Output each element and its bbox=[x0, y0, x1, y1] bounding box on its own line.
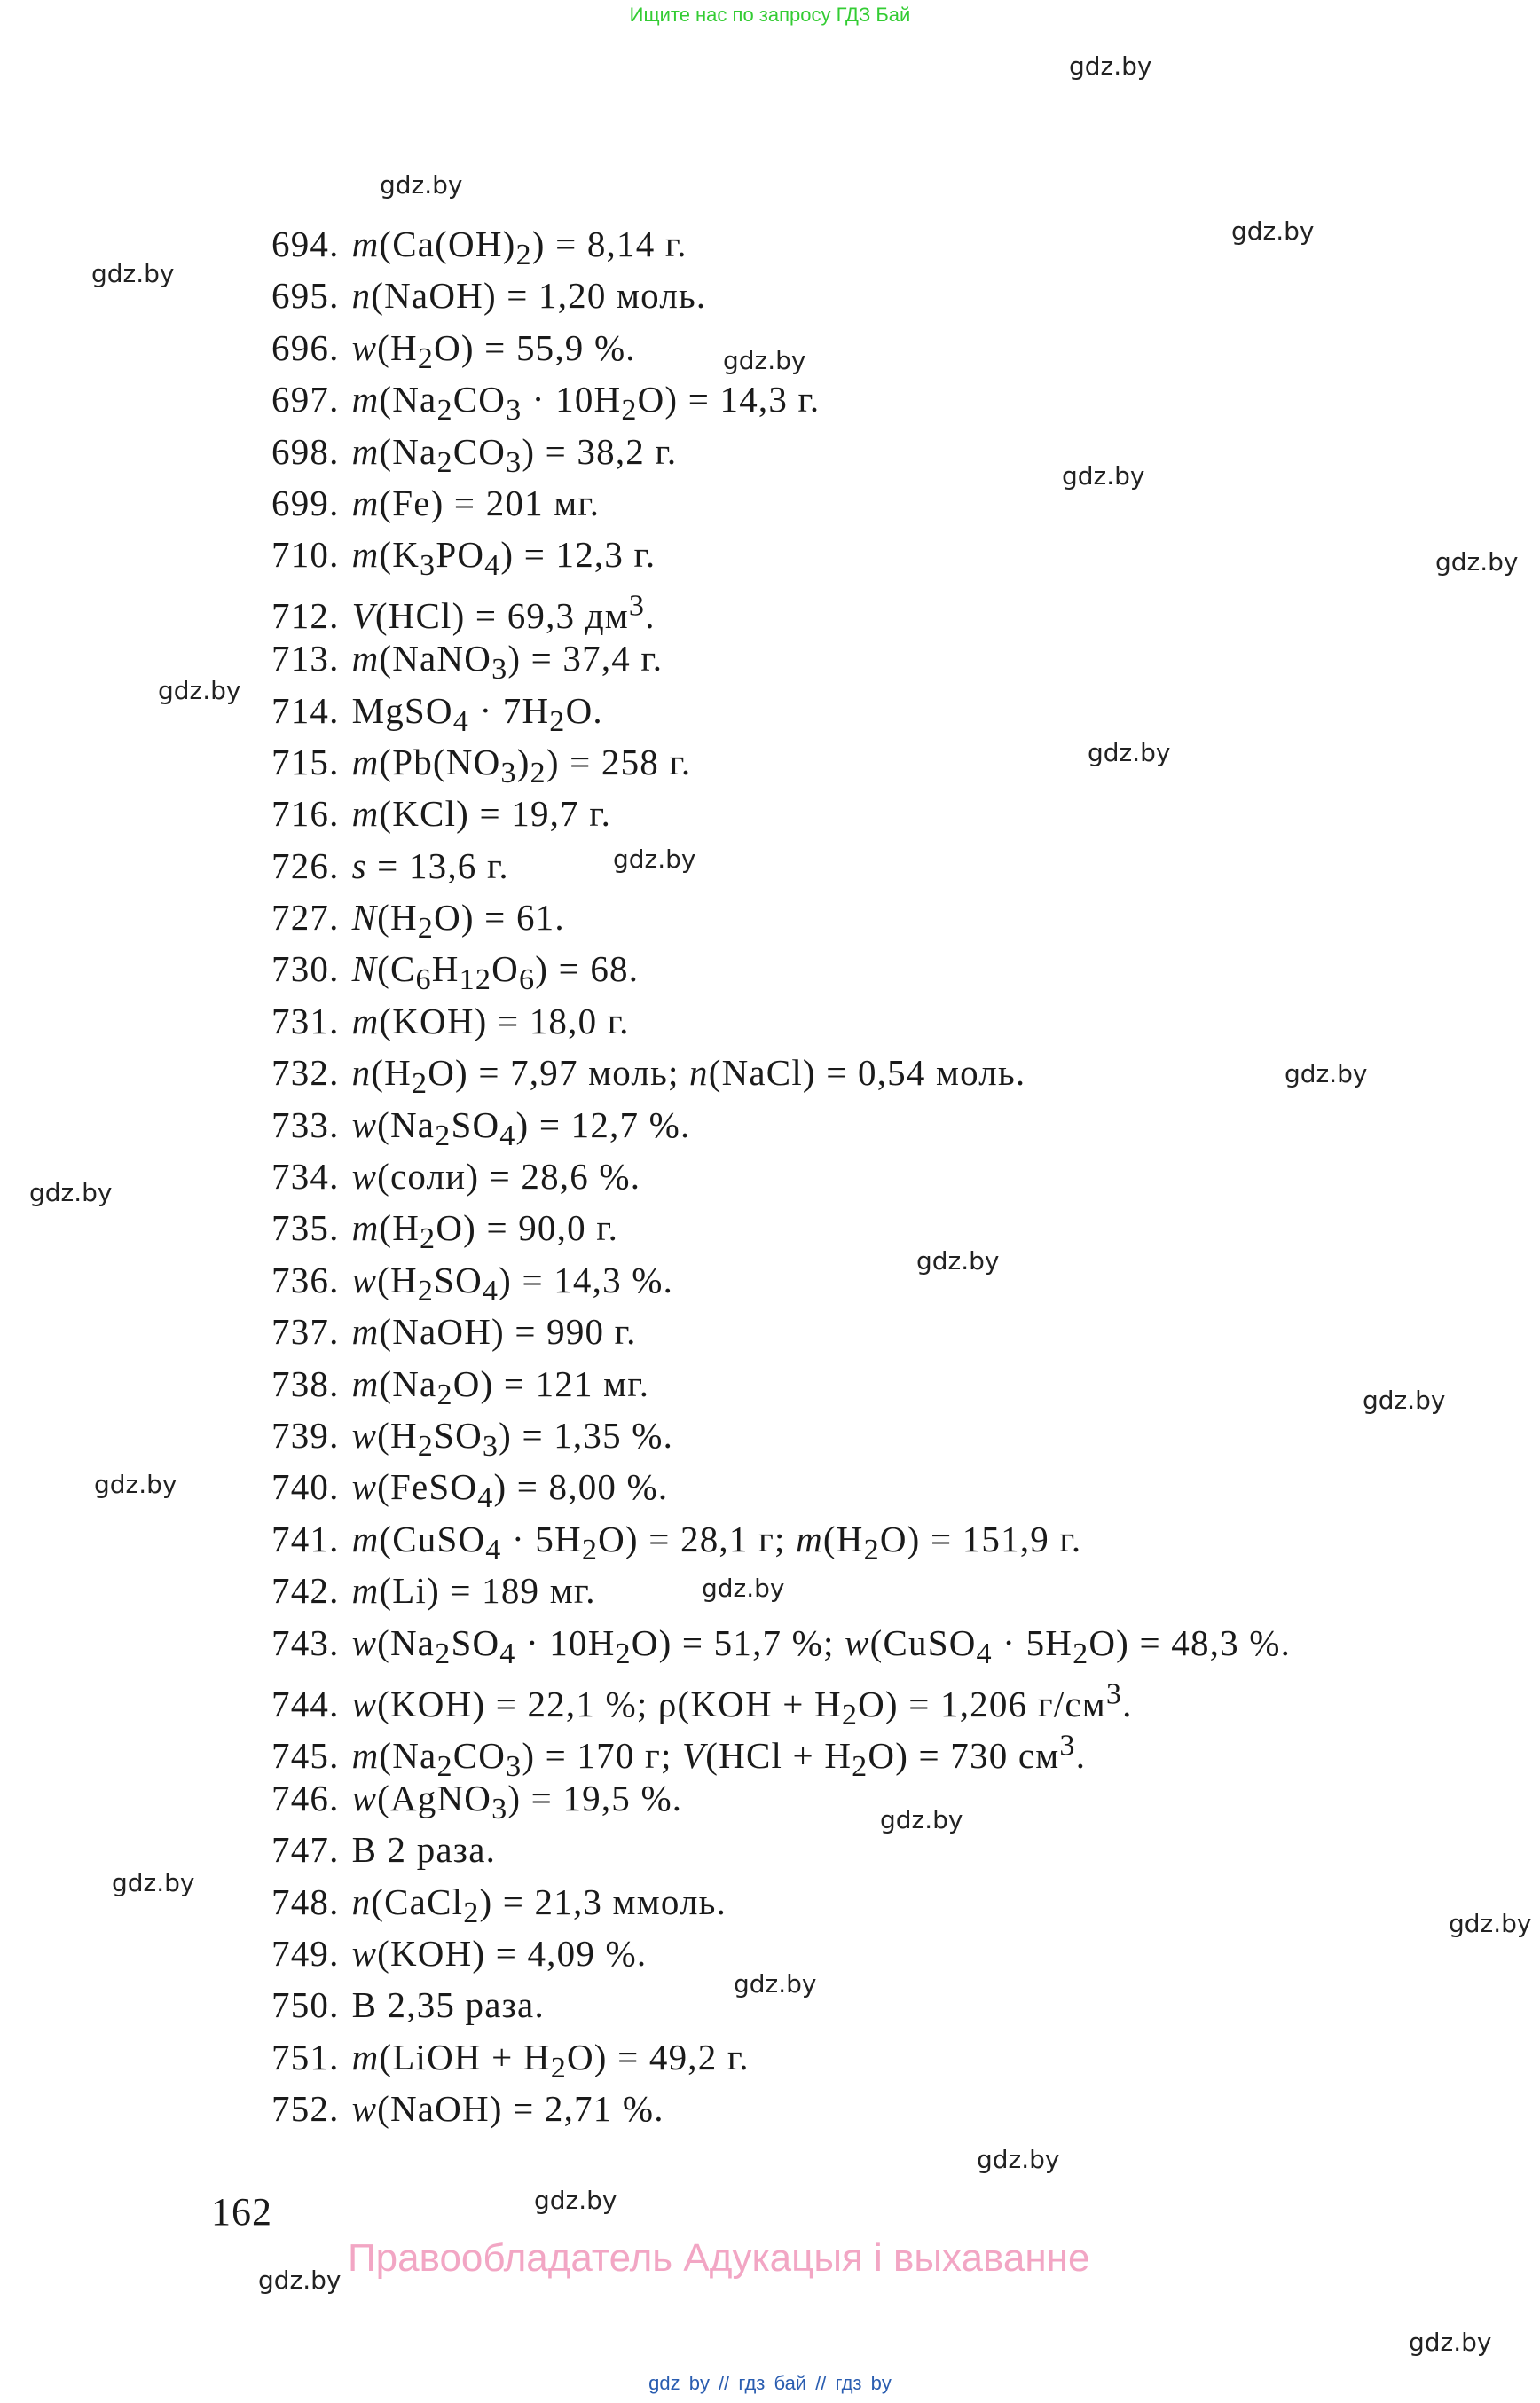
answer-text: $w(H_2O) = 55,9$ %. bbox=[351, 326, 636, 375]
watermark: gdz.by bbox=[1449, 1909, 1532, 1938]
answer-item bbox=[271, 1513, 1291, 1565]
answer-text: В 2 раза. bbox=[351, 1829, 497, 1871]
watermark: gdz.by bbox=[1231, 216, 1315, 246]
watermark: gdz.by bbox=[1435, 547, 1519, 577]
watermark: gdz.by bbox=[723, 346, 806, 375]
watermark: gdz.by bbox=[916, 1246, 1000, 1276]
answer-number: 745. bbox=[271, 1734, 340, 1776]
watermark: gdz.by bbox=[734, 1969, 817, 1999]
answer-item bbox=[271, 995, 1291, 1047]
answers-list bbox=[271, 218, 1291, 2134]
answer-number: 746. bbox=[271, 1777, 340, 1818]
page-number: 162 bbox=[211, 2190, 272, 2234]
answer-number: 747. bbox=[271, 1829, 340, 1871]
answer-item bbox=[271, 685, 1291, 736]
answer-text: В 2,35 раза. bbox=[351, 1984, 545, 2026]
answer-item bbox=[271, 1047, 1291, 1101]
answer-item bbox=[271, 1254, 1291, 1306]
answer-text: w(FeSO$_4$) = 8,00 %. bbox=[351, 1466, 669, 1515]
answer-item bbox=[271, 581, 1291, 637]
watermark: gdz.by bbox=[29, 1178, 113, 1207]
answer-number: 713. bbox=[271, 638, 340, 679]
answer-item bbox=[271, 1876, 1291, 1928]
answer-number: 727. bbox=[271, 897, 340, 938]
answer-item bbox=[271, 1669, 1291, 1732]
answer-number: 741. bbox=[271, 1518, 340, 1559]
answer-item bbox=[271, 840, 1291, 891]
answer-number: 749. bbox=[271, 1932, 340, 1974]
watermark: gdz.by bbox=[158, 676, 241, 705]
watermark: gdz.by bbox=[380, 170, 463, 200]
answer-number: 742. bbox=[271, 1570, 340, 1612]
answer-number: 696. bbox=[271, 326, 340, 368]
answer-text: w(NaOH) = 2,71 %. bbox=[351, 2088, 664, 2130]
answer-item bbox=[271, 891, 1291, 946]
answer-number: 750. bbox=[271, 1984, 340, 2026]
watermark: gdz.by bbox=[1088, 738, 1171, 767]
answer-item bbox=[271, 1410, 1291, 1464]
answer-text: $n(H_2O) = 7,97$ моль; n(NaCl) = 0,54 моль. bbox=[351, 1052, 1026, 1101]
watermark: gdz.by bbox=[702, 1574, 785, 1603]
answer-item bbox=[271, 1772, 1291, 1824]
answer-text: m(CuSO$_4$ · $5H_2O) = 28,1$ г; $m(H_2O) = 151,9$ г. bbox=[351, 1518, 1082, 1567]
answer-number: 739. bbox=[271, 1414, 340, 1456]
answer-number: 694. bbox=[271, 224, 340, 264]
watermark: gdz.by bbox=[258, 2266, 342, 2295]
answer-number: 751. bbox=[271, 2036, 340, 2077]
answer-number: 697. bbox=[271, 379, 340, 420]
answer-text: $N(H_2O) = 61$. bbox=[351, 897, 565, 946]
answer-text: m(NaNO$_3$) = 37,4 г. bbox=[351, 638, 664, 687]
answer-number: 738. bbox=[271, 1362, 340, 1404]
answer-number: 743. bbox=[271, 1622, 340, 1663]
answer-item bbox=[271, 373, 1291, 428]
answer-number: 712. bbox=[271, 595, 340, 637]
watermark: gdz.by bbox=[1069, 51, 1152, 81]
answer-item bbox=[271, 477, 1291, 529]
answer-text: s = 13,6 г. bbox=[351, 844, 509, 886]
answer-text: $m(Na_2O) = 121$ мг. bbox=[351, 1362, 650, 1411]
answer-text: m(Li) = 189 мг. bbox=[351, 1570, 596, 1612]
answer-text: w(AgNO$_3$) = 19,5 %. bbox=[351, 1777, 683, 1826]
answer-item bbox=[271, 1979, 1291, 2030]
answer-item bbox=[271, 322, 1291, 373]
answer-number: 716. bbox=[271, 793, 340, 835]
watermark: gdz.by bbox=[977, 2145, 1060, 2174]
answer-text: m(Fe) = 201 мг. bbox=[351, 482, 601, 523]
answer-text: m(KOH) = 18,0 г. bbox=[351, 1000, 630, 1041]
answer-item bbox=[271, 218, 1291, 270]
answer-item bbox=[271, 270, 1291, 321]
answer-number: 734. bbox=[271, 1156, 340, 1198]
answer-item bbox=[271, 1202, 1291, 1256]
answer-text: $w(Na_2SO_4) = 12,7$ %. bbox=[351, 1103, 691, 1152]
answer-text: $m(Na_2CO_3) = 38,2$ г. bbox=[351, 430, 678, 479]
answer-item bbox=[271, 736, 1291, 788]
answer-item bbox=[271, 1306, 1291, 1357]
answer-item bbox=[271, 1150, 1291, 1202]
watermark: gdz.by bbox=[112, 1868, 195, 1897]
answer-text: m(NaOH) = 990 г. bbox=[351, 1311, 637, 1353]
answer-text: $m(Pb(NO_3)_2) = 258$ г. bbox=[351, 741, 692, 790]
watermark: gdz.by bbox=[1409, 2328, 1492, 2357]
answer-text: n(CaCl$_2$) = 21,3 ммоль. bbox=[351, 1881, 727, 1929]
answer-item bbox=[271, 1565, 1291, 1616]
watermark: gdz.by bbox=[1363, 1386, 1446, 1415]
answer-number: 710. bbox=[271, 534, 340, 576]
answer-number: 726. bbox=[271, 844, 340, 886]
watermark: gdz.by bbox=[94, 1470, 177, 1499]
answer-text: w(KOH) = 22,1 %; $\rho(KOH + H_2O) = 1,206$ $г/см^3$. bbox=[351, 1677, 1133, 1732]
answer-text: $w(Na_2SO_4 \cdot 10H_2O) = 51,7$ %; w(CuSO$_4$ · $5H_2O) = 48,3$ %. bbox=[351, 1622, 1292, 1670]
watermark: gdz.by bbox=[1285, 1059, 1368, 1088]
answer-number: 733. bbox=[271, 1103, 340, 1145]
answer-text: w(соли) = 28,6 %. bbox=[351, 1156, 641, 1198]
answer-number: 698. bbox=[271, 430, 340, 472]
answer-text: $w(H_2SO_4) = 14,3$ %. bbox=[351, 1259, 674, 1308]
answer-item bbox=[271, 1099, 1291, 1150]
answer-text: $m(Na_2CO_3 \cdot 10H_2O) = 14,3$ г. bbox=[351, 379, 821, 428]
answer-text: $w(H_2SO_3) = 1,35$ %. bbox=[351, 1414, 674, 1464]
answer-number: 731. bbox=[271, 1000, 340, 1041]
watermark: gdz.by bbox=[613, 844, 696, 874]
answer-item bbox=[271, 426, 1291, 477]
answer-number: 752. bbox=[271, 2088, 340, 2130]
copyright-notice: Правообладатель Адукацыя і выхаванне bbox=[348, 2236, 1090, 2280]
answer-item bbox=[271, 2031, 1291, 2083]
answer-number: 699. bbox=[271, 482, 340, 523]
answer-number: 715. bbox=[271, 741, 340, 782]
answer-number: 732. bbox=[271, 1052, 340, 1094]
answer-number: 735. bbox=[271, 1207, 340, 1249]
answer-item bbox=[271, 632, 1291, 687]
answer-text: $m(Ca(OH)_2) = 8,14$ г. bbox=[351, 224, 688, 272]
answer-text: m(LiOH + $H_2O) = 49,2$ г. bbox=[351, 2036, 750, 2085]
answer-number: 740. bbox=[271, 1466, 340, 1508]
answer-number: 736. bbox=[271, 1259, 340, 1300]
answer-item bbox=[271, 2083, 1291, 2134]
answer-item bbox=[271, 1461, 1291, 1515]
footer-links[interactable]: gdz by // гдз бай // гдз by bbox=[648, 2372, 892, 2394]
answer-text: $N(C_6H_{12}O_6) = 68$. bbox=[351, 948, 640, 997]
answer-text: $m(Na_2CO_3) = 170$ г; $V(HCl + H_2O) = 730$ $см^3$. bbox=[351, 1729, 1087, 1784]
answer-text: V(HCl) = 69,3 $дм^3$. bbox=[351, 589, 656, 637]
top-banner[interactable]: Ищите нас по запросу ГДЗ Бай bbox=[629, 4, 911, 26]
answer-number: 730. bbox=[271, 948, 340, 990]
answer-number: 737. bbox=[271, 1311, 340, 1353]
answer-text: $m(H_2O) = 90,0$ г. bbox=[351, 1207, 619, 1256]
answer-text: n(NaOH) = 1,20 моль. bbox=[351, 275, 707, 317]
answer-number: 695. bbox=[271, 275, 340, 317]
answer-item bbox=[271, 1720, 1291, 1784]
watermark: gdz.by bbox=[1062, 461, 1145, 491]
watermark: gdz.by bbox=[880, 1805, 963, 1834]
answer-item bbox=[271, 1617, 1291, 1669]
answer-item bbox=[271, 788, 1291, 839]
answer-item bbox=[271, 529, 1291, 583]
watermark: gdz.by bbox=[534, 2186, 617, 2215]
answer-text: m(KCl) = 19,7 г. bbox=[351, 793, 612, 835]
answer-item bbox=[271, 1928, 1291, 1979]
watermark: gdz.by bbox=[91, 259, 175, 288]
answer-number: 714. bbox=[271, 689, 340, 731]
answer-item bbox=[271, 943, 1291, 997]
answer-item bbox=[271, 1824, 1291, 1875]
answer-number: 744. bbox=[271, 1683, 340, 1724]
answer-text: w(KOH) = 4,09 %. bbox=[351, 1932, 648, 1974]
answer-text: $m(K_3PO_4) = 12,3$ г. bbox=[351, 534, 656, 583]
answer-text: MgSO$_4$ · $7H_2O$. bbox=[351, 689, 603, 738]
answer-number: 748. bbox=[271, 1881, 340, 1922]
answer-item bbox=[271, 1358, 1291, 1410]
